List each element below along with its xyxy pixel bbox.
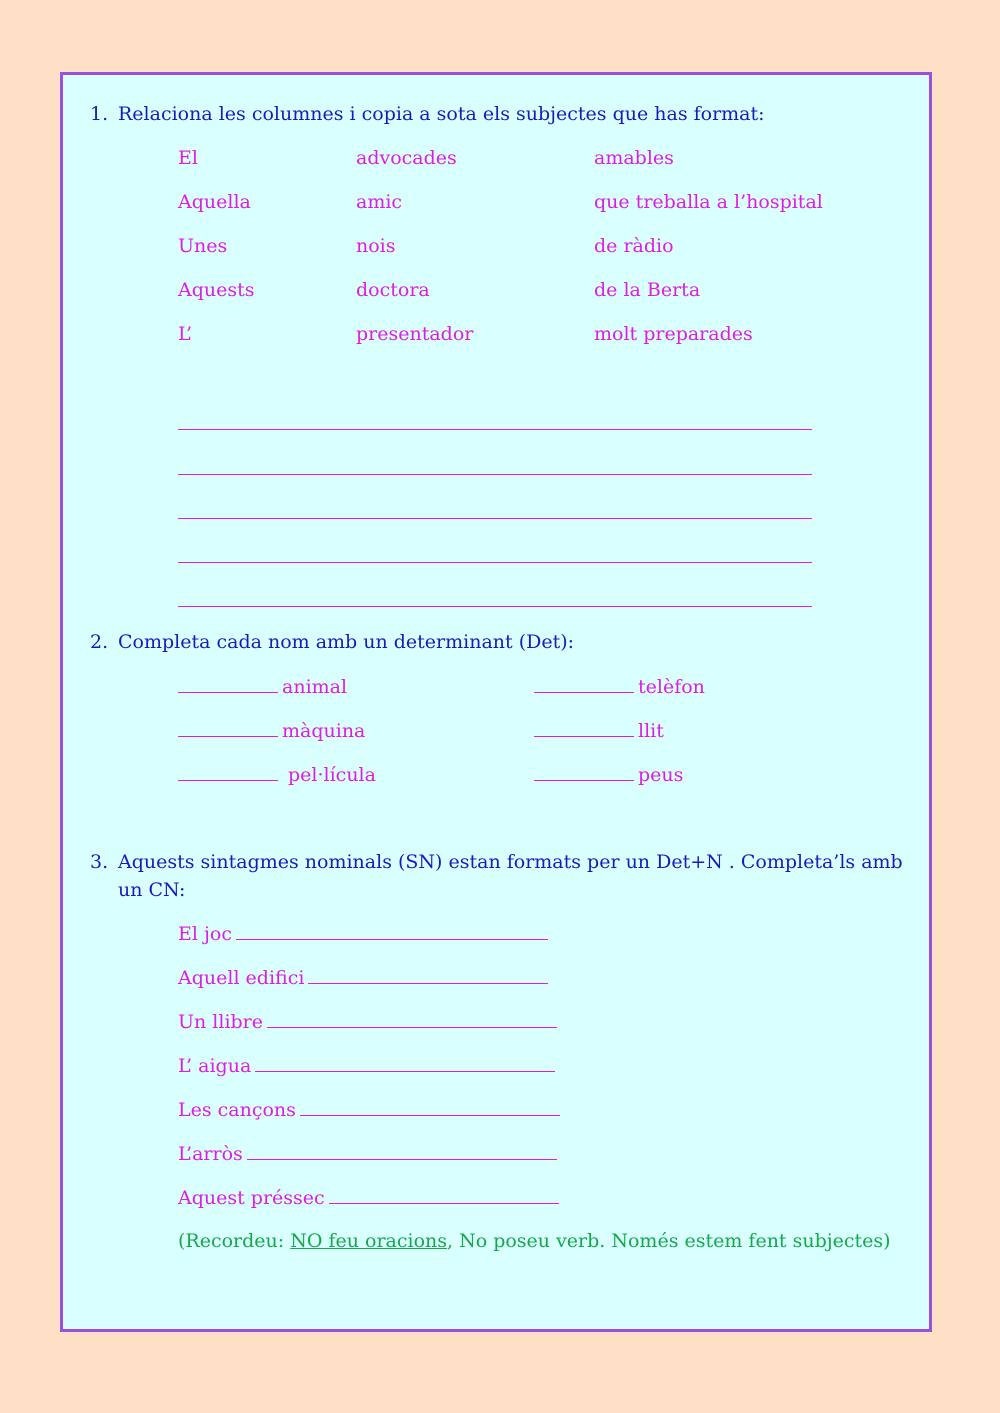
question-1-number: 1. [90, 103, 109, 125]
col3-item: molt preparades [594, 323, 753, 345]
sn-text: El joc [178, 923, 232, 945]
cn-item [178, 1141, 561, 1166]
det-blank[interactable] [534, 762, 634, 781]
col3-item: que treballa a l’hospital [594, 191, 823, 213]
det-item [534, 718, 664, 743]
det-item [178, 674, 347, 699]
det-blank[interactable] [178, 762, 278, 781]
sn-text: Aquell edifici [178, 967, 305, 989]
cn-blank[interactable] [247, 1141, 557, 1160]
col3-item: de ràdio [594, 235, 674, 257]
question-3 [90, 848, 910, 904]
sn-text: L’ aigua [178, 1055, 252, 1077]
col1-item: El [178, 147, 198, 169]
cn-blank[interactable] [267, 1009, 557, 1028]
answer-line[interactable] [178, 429, 812, 430]
noun: màquina [282, 720, 366, 742]
answer-line[interactable] [178, 474, 812, 475]
cn-blank[interactable] [300, 1097, 560, 1116]
col3-item: amables [594, 147, 674, 169]
answer-line[interactable] [178, 518, 812, 519]
question-1-text: Relaciona les columnes i copia a sota els subjectes que has format: [118, 103, 765, 125]
sn-text: L’arròs [178, 1143, 243, 1165]
cn-blank[interactable] [308, 965, 548, 984]
det-item [534, 674, 705, 699]
det-blank[interactable] [534, 674, 634, 693]
col1-item: Aquella [178, 191, 251, 213]
reminder-note [178, 1229, 891, 1253]
col1-item: L’ [178, 323, 193, 345]
noun: pel·lícula [288, 764, 376, 786]
col1-item: Aquests [178, 279, 255, 301]
det-blank[interactable] [178, 718, 278, 737]
answer-line[interactable] [178, 562, 812, 563]
question-2-number: 2. [90, 631, 109, 653]
det-blank[interactable] [534, 718, 634, 737]
note-suffix: , No poseu verb. Només estem fent subjectes) [447, 1230, 891, 1252]
cn-item [178, 1097, 564, 1122]
cn-blank[interactable] [255, 1053, 555, 1072]
noun: peus [638, 764, 684, 786]
question-3-text: Aquests sintagmes nominals (SN) estan formats per un Det+N . Completa’ls amb un CN: [118, 851, 903, 901]
col2-item: presentador [356, 323, 474, 345]
col2-item: doctora [356, 279, 430, 301]
question-3-number: 3. [90, 851, 109, 873]
question-1 [90, 100, 910, 128]
note-underlined: NO feu oracions [290, 1230, 448, 1252]
col2-item: amic [356, 191, 403, 213]
answer-line[interactable] [178, 606, 812, 607]
col2-item: nois [356, 235, 396, 257]
note-prefix: (Recordeu: [178, 1230, 291, 1252]
sn-text: Un llibre [178, 1011, 264, 1033]
sn-text: Les cançons [178, 1099, 296, 1121]
noun: telèfon [638, 676, 705, 698]
det-item [178, 718, 365, 743]
cn-item [178, 965, 552, 990]
cn-item [178, 921, 552, 946]
det-item [178, 762, 376, 787]
cn-blank[interactable] [236, 921, 548, 940]
noun: animal [282, 676, 348, 698]
det-blank[interactable] [178, 674, 278, 693]
cn-item [178, 1053, 559, 1078]
question-2-text: Completa cada nom amb un determinant (Det): [118, 631, 575, 653]
col2-item: advocades [356, 147, 457, 169]
col1-item: Unes [178, 235, 228, 257]
noun: llit [638, 720, 664, 742]
cn-blank[interactable] [329, 1185, 559, 1204]
det-item [534, 762, 683, 787]
sn-text: Aquest préssec [178, 1187, 325, 1209]
cn-item [178, 1185, 563, 1210]
cn-item [178, 1009, 561, 1034]
question-2 [90, 628, 910, 656]
col3-item: de la Berta [594, 279, 701, 301]
